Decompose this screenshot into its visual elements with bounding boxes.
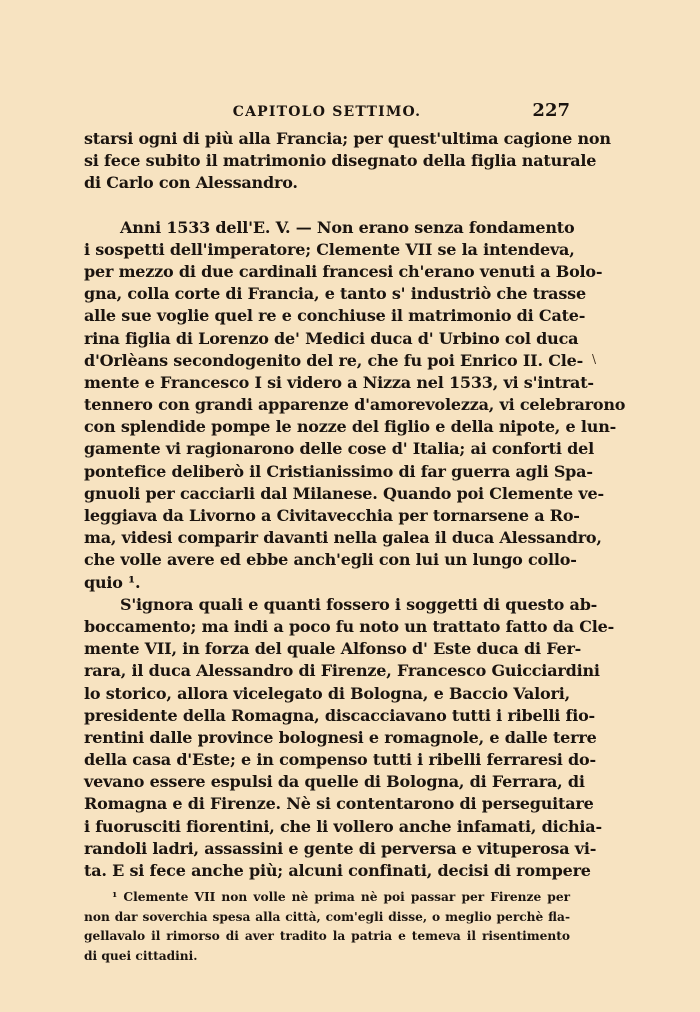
text-line: mente VII, in forza del quale Alfonso d' Este duca di Fer- <box>84 639 582 659</box>
text-line: ma, videsi comparir davanti nella galea il duca Alessandro, <box>84 528 602 548</box>
text-line: alle sue voglie quel re e conchiuse il matrimonio di Cate- <box>84 306 586 326</box>
text-line: della casa d'Este; e in compenso tutti i ribelli ferraresi do- <box>84 750 596 770</box>
text-line: ta. E si fece anche più; alcuni confinati, decisi di rompere <box>84 861 591 880</box>
footnote-line: gellavalo il rimorso di aver tradito la patria e temeva il risentimento <box>84 929 570 943</box>
text-line: i fuorusciti fiorentini, che li vollero anche infamati, dichia- <box>84 816 602 836</box>
text-line: pontefice deliberò il Cristianissimo di far guerra agli Spa- <box>84 461 593 481</box>
text-line: boccamento; ma indi a poco fu noto un trattato fatto da Cle- <box>84 616 615 636</box>
text-line: vevano essere espulsi da quelle di Bologna, di Ferrara, di <box>84 772 585 792</box>
text-line: leggiava da Livorno a Civitavecchia per tornarsene a Ro- <box>84 506 580 525</box>
text-line: per mezzo di due cardinali francesi ch'erano venuti a Bolo- <box>84 261 603 281</box>
text-line: Romagna e di Firenze. Nè si contentarono di perseguitare <box>84 794 594 814</box>
text-line: lo storico, allora vicelegato di Bologna, e Baccio Valori, <box>84 683 570 703</box>
text-line: che volle avere ed ebbe anch'egli con lui un lungo collo- <box>84 550 577 570</box>
text-line: Anni 1533 dell'E. V. — Non erano senza fondamento <box>120 217 575 237</box>
footnote-line: non dar soverchia spesa alla città, com'egli disse, o meglio perchè fla- <box>84 909 570 924</box>
text-line: d'Orlèans secondogenito del re, che fu poi Enrico II. Cle- <box>84 350 584 370</box>
text-line: S'ignora quali e quanti fossero i soggetti di questo ab- <box>120 594 598 614</box>
running-header <box>84 100 570 124</box>
text-line: rina figlia di Lorenzo de' Medici duca d' Urbino col duca <box>84 328 579 348</box>
page-number: 227 <box>532 100 570 121</box>
text-line: con splendide pompe le nozze del figlio e della nipote, e lun- <box>84 417 617 437</box>
text-line: i sospetti dell'imperatore; Clemente VII se la intendeva, <box>84 239 575 259</box>
text-line: rara, il duca Alessandro di Firenze, Francesco Guicciardini <box>84 661 600 681</box>
margin-stray-mark: \ <box>592 352 597 366</box>
text-line: tennero con grandi apparenze d'amorevolezza, vi celebrarono <box>84 395 626 415</box>
text-line: di Carlo con Alessandro. <box>84 173 298 193</box>
text-line: mente e Francesco I si videro a Nizza nel 1533, vi s'intrat- <box>84 372 594 392</box>
footnote-line: di quei cittadini. <box>84 948 198 963</box>
text-line: quio ¹. <box>84 572 141 592</box>
text-line: gna, colla corte di Francia, e tanto s' industriò che trasse <box>84 284 586 304</box>
paragraph-gap <box>84 195 570 217</box>
text-line: presidente della Romagna, discacciavano tutti i ribelli fio- <box>84 705 595 725</box>
running-title: CAPITOLO SETTIMO. <box>232 104 422 120</box>
footnote-line: ¹ Clemente VII non volle nè prima nè poi passar per Firenze per <box>112 890 570 904</box>
body-text <box>84 128 626 882</box>
text-line: gnuoli per cacciarli dal Milanese. Quando poi Clemente ve- <box>84 483 604 503</box>
text-line: starsi ogni di più alla Francia; per quest'ultima cagione non <box>84 129 611 148</box>
text-line: si fece subito il matrimonio disegnato della figlia naturale <box>84 151 597 171</box>
text-line: gamente vi ragionarono delle cose d' Italia; ai conforti del <box>84 439 594 459</box>
text-line: rentini dalle province bolognesi e romagnole, e dalle terre <box>84 727 597 747</box>
footnote <box>84 888 570 966</box>
text-line: randoli ladri, assassini e gente di perversa e vituperosa vi- <box>84 838 597 858</box>
